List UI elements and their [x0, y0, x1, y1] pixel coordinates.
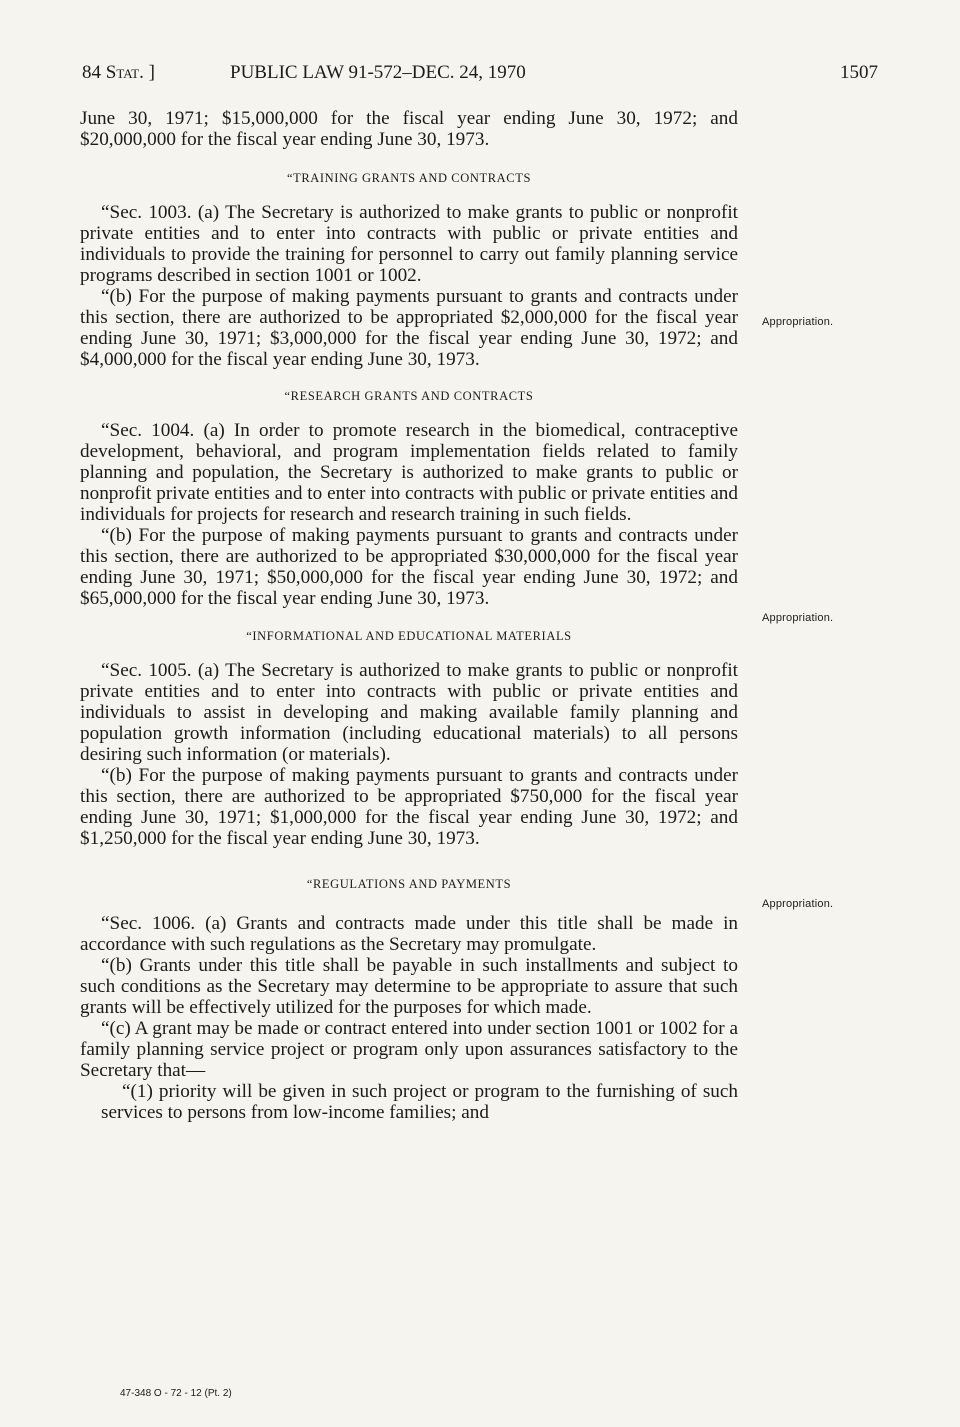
paragraph-sec-1003-b: “(b) For the purpose of making payments pursuant to grants and contracts under this section, there are authorized to be appropriated $2,000,000 for the fiscal year ending June 30, 1971; $3,000,000 for the fiscal year ending June 30, 1972; and $4,000,000 for the fiscal year ending June 30, 1973.	[80, 286, 738, 370]
running-title: PUBLIC LAW 91-572–DEC. 24, 1970	[230, 62, 526, 83]
paragraph-sec-1006-b: “(b) Grants under this title shall be payable in such installments and subject to such conditions as the Secretary may determine to be appropriate to assure that such grants will be effectively utilized for the purposes for which made.	[80, 955, 738, 1018]
printing-code: 47-348 O - 72 - 12 (Pt. 2)	[120, 1388, 232, 1399]
document-body	[80, 108, 738, 1123]
section-heading-informational: “INFORMATIONAL AND EDUCATIONAL MATERIALS	[246, 629, 572, 643]
paragraph-sec-1006-a: “Sec. 1006. (a) Grants and contracts made under this title shall be made in accordance with such regulations as the Secretary may promulgate.	[80, 913, 738, 955]
margin-note-appropriation-3: Appropriation.	[762, 898, 834, 910]
paragraph-sec-1005-b: “(b) For the purpose of making payments pursuant to grants and contracts under this section, there are authorized to be appropriated $750,000 for the fiscal year ending June 30, 1971; $1,000,000 for the fiscal year ending June 30, 1972; and $1,250,000 for the fiscal year ending June 30, 1973.	[80, 765, 738, 849]
paragraph-sec-1005-a: “Sec. 1005. (a) The Secretary is authorized to make grants to public or nonprofit private entities and to enter into contracts with public or private entities and individuals to assist in developing and making available family planning and population growth information (including educational materials) to all persons desiring such information (or materials).	[80, 660, 738, 765]
paragraph-sec-1006-c: “(c) A grant may be made or contract entered into under section 1001 or 1002 for a family planning service project or program only upon assurances satisfactory to the Secretary that—	[80, 1018, 738, 1081]
paragraph-sec-1004-b: “(b) For the purpose of making payments pursuant to grants and contracts under this section, there are authorized to be appropriated $30,000,000 for the fiscal year ending June 30, 1971; $50,000,000 for the fiscal year ending June 30, 1972; and $65,000,000 for the fiscal year ending June 30, 1973.	[80, 525, 738, 609]
section-heading-research: “RESEARCH GRANTS AND CONTRACTS	[284, 389, 534, 403]
page-header	[82, 62, 878, 92]
statute-reference: 84 Stat. ]	[82, 62, 155, 83]
page-number: 1507	[840, 62, 878, 83]
paragraph-continuation: June 30, 1971; $15,000,000 for the fiscal year ending June 30, 1972; and $20,000,000 for the fiscal year ending June 30, 1973.	[80, 108, 738, 150]
margin-note-appropriation-2: Appropriation.	[762, 612, 834, 624]
paragraph-sec-1004-a: “Sec. 1004. (a) In order to promote research in the biomedical, contraceptive development, behavioral, and program implementation fields related to family planning and population, the Secretary is authorized to make grants to public or nonprofit private entities and to enter into contracts with public or private entities and individuals for projects for research and research training in such fields.	[80, 420, 738, 525]
margin-note-appropriation-1: Appropriation.	[762, 316, 834, 328]
section-heading-training: “TRAINING GRANTS AND CONTRACTS	[286, 171, 532, 185]
paragraph-sec-1006-c-1: “(1) priority will be given in such project or program to the furnishing of such services to persons from low-income families; and	[101, 1081, 738, 1123]
paragraph-sec-1003-a: “Sec. 1003. (a) The Secretary is authorized to make grants to public or nonprofit private entities and to enter into contracts with public or private entities and individuals to provide the training for personnel to carry out family planning service programs described in section 1001 or 1002.	[80, 202, 738, 286]
section-heading-regulations: “REGULATIONS AND PAYMENTS	[306, 877, 512, 891]
